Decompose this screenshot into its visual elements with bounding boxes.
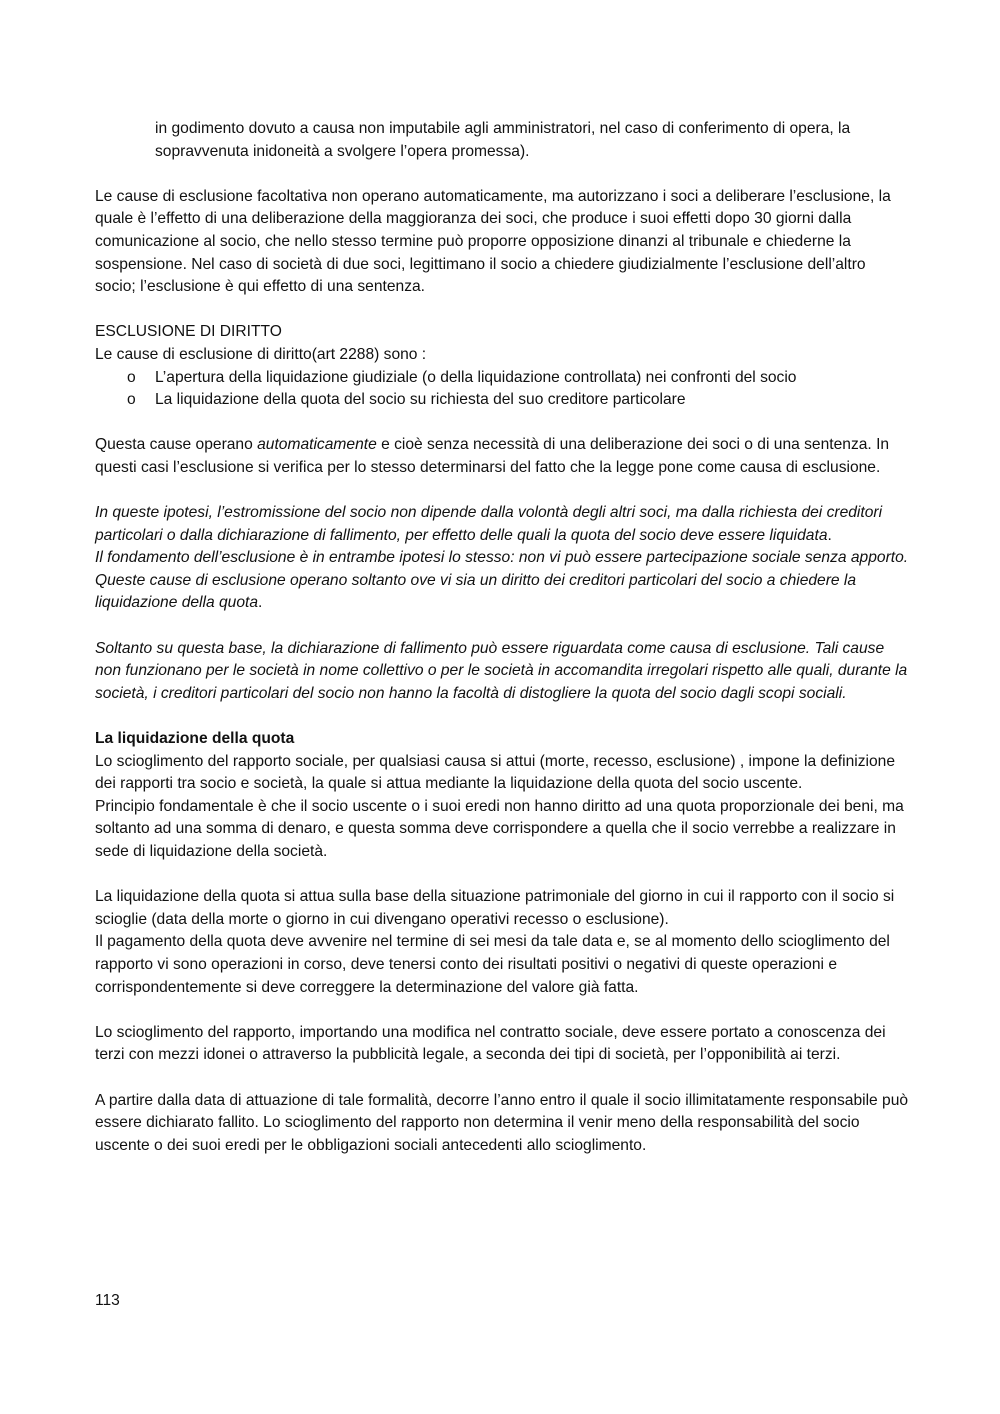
italic-text: In queste ipotesi, l’estromissione del socio non dipende dalla volontà degli altri soci, ma dalla richiesta dei creditori particolari o dalla dichiarazione di fallimento, per effetto delle quali la quota del socio deve essere liquidata: [95, 504, 883, 544]
list-item: [95, 389, 910, 412]
paragraph-cause-intro: Le cause di esclusione di diritto(art 2288) sono :: [95, 345, 427, 363]
emphasis-automaticamente: automaticamente: [257, 436, 377, 454]
list-item-text: La liquidazione della quota del socio su richiesta del suo creditore particolare: [155, 391, 686, 409]
text-run: e cioè senza necessità di una deliberazione dei soci o di una sentenza. In questi casi l’esclusione si verifica per lo stesso determinarsi del fatto che la legge pone come causa di esclusione.: [95, 436, 890, 476]
paragraph-esclusione-facoltativa: Le cause di esclusione facoltativa non operano automaticamente, ma autorizzano i soci a deliberare l’esclusione, la quale è l’effetto di una deliberazione della maggioranza dei soci, che produce i suoi effetti dopo 30 giorni dalla comunicazione al socio, che nello stesso termine può proporre opposizione dinanzi al tribunale e chiederne la sospensione. Nel caso di società di due soci, legittimano il socio a chiedere giudizialmente l’esclusione dell’altro socio; l’esclusione è qui effetto di una sentenza.: [95, 187, 891, 296]
spacer: [95, 299, 910, 322]
text-run: Questa cause operano: [95, 436, 258, 454]
paragraph-scioglimento: Lo scioglimento del rapporto sociale, per qualsiasi causa si attui (morte, recesso, esclusione) , impone la definizione dei rapporti tra socio e società, la quale si attua mediante la liquidazione della quota del socio uscente.: [95, 752, 896, 793]
page-number: 113: [95, 1292, 120, 1309]
paragraph-continuation: in godimento dovuto a causa non imputabile agli amministratori, nel caso di conferimento di opera, la sopravvenuta inidoneità a svolgere l’opera promessa).: [155, 120, 851, 160]
paragraph-fallimento-socio: A partire dalla data di attuazione di tale formalità, decorre l’anno entro il quale il socio illimitatamente responsabile può essere dichiarato fallito. Lo scioglimento del rapporto non determina il venir meno della responsabilità del socio uscente o dei suoi eredi per le obbligazioni sociali antecedenti allo scioglimento.: [95, 1091, 909, 1154]
list-item: [95, 367, 910, 390]
paragraph-pubblicita: Lo scioglimento del rapporto, importando una modifica nel contratto sociale, deve essere portato a conoscenza dei terzi con mezzi idonei o attraverso la pubblicità legale, a seconda dei tipi di società, per l’opponibilità ai terzi.: [95, 1023, 886, 1064]
period: .: [827, 526, 832, 544]
bullet-marker: o: [127, 368, 136, 386]
spacer: [95, 412, 910, 435]
spacer: [95, 163, 910, 186]
paragraph-fondamento: [95, 547, 910, 615]
period: .: [258, 594, 263, 612]
paragraph-dichiarazione-fallimento: Soltanto su questa base, la dichiarazione di fallimento può essere riguardata come causa di esclusione. Tali cause non funzionano per le società in nome collettivo o per le società in accomandita irregolari rispetto alle quali, durante la società, i creditori particolari del socio non hanno la facoltà di distogliere la quota del socio dagli scopi sociali.: [95, 639, 908, 702]
spacer: [95, 1067, 910, 1090]
paragraph-principio: Principio fondamentale è che il socio uscente o i suoi eredi non hanno diritto ad una quota proporzionale dei beni, ma soltanto ad una somma di denaro, e questa somma deve corrispondere a quella che il socio verrebbe a realizzare in sede di liquidazione della società.: [95, 797, 904, 860]
paragraph-ipotesi: [95, 502, 910, 547]
spacer: [95, 480, 910, 503]
spacer: [95, 999, 910, 1022]
cause-list: [95, 367, 910, 412]
italic-text: Il fondamento dell’esclusione è in entrambe ipotesi lo stesso: non vi può essere partecipazione sociale senza apporto. Queste cause di esclusione operano soltanto ove vi sia un diritto dei creditori particolari del socio a chiedere la liquidazione della quota: [95, 549, 909, 612]
spacer: [95, 705, 910, 728]
heading-esclusione-di-diritto: ESCLUSIONE DI DIRITTO: [95, 323, 282, 341]
spacer: [95, 615, 910, 638]
heading-liquidazione-quota: La liquidazione della quota: [95, 730, 295, 748]
paragraph-automaticamente: [95, 434, 910, 479]
paragraph-situazione-patrimoniale: La liquidazione della quota si attua sulla base della situazione patrimoniale del giorno in cui il rapporto con il socio si scioglie (data della morte o giorno in cui divengano operativi recesso o esclusione).: [95, 888, 895, 928]
paragraph-pagamento: Il pagamento della quota deve avvenire nel termine di sei mesi da tale data e, se al momento dello scioglimento del rapporto vi sono operazioni in corso, deve tenersi conto dei risultati positivi o negativi di queste operazioni e corrispondentemente si deve correggere la determinazione del valore già fatta.: [95, 933, 890, 996]
bullet-marker: o: [127, 391, 136, 409]
spacer: [95, 864, 910, 887]
document-page: [95, 118, 910, 1157]
list-item-text: L’apertura della liquidazione giudiziale (o della liquidazione controllata) nei confronti del socio: [155, 368, 797, 386]
